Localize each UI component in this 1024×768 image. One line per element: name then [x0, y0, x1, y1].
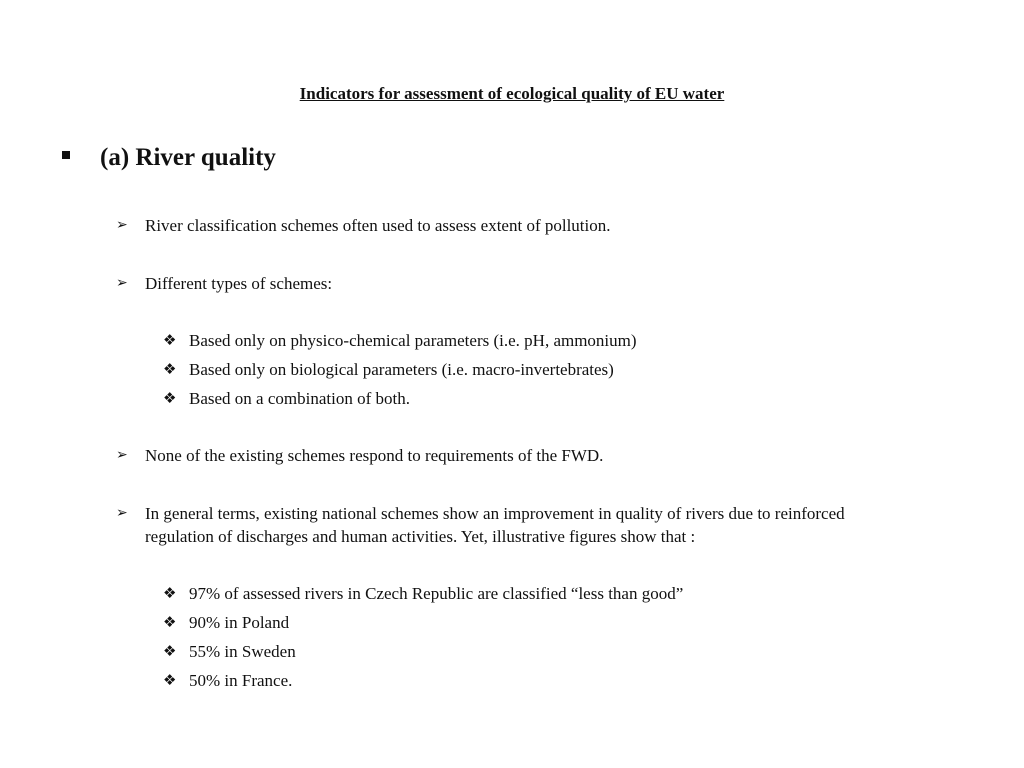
bullet-text: In general terms, existing national schemes show an improvement in quality of rivers due to reinforced regulation of discharges and human activities. Yet, illustrative figures show that :: [145, 504, 845, 546]
sub-bullet-item: [163, 640, 296, 663]
sub-bullet-text: Based only on biological parameters (i.e. macro-invertebrates): [189, 360, 614, 379]
square-bullet-icon: [62, 151, 70, 159]
diamond-bullet-icon: ❖: [163, 389, 177, 407]
bullet-item: [116, 444, 896, 467]
sub-bullet-item: [163, 611, 289, 634]
arrow-bullet-icon: ➢: [116, 447, 128, 463]
bullet-item: [116, 214, 896, 237]
sub-bullet-item: [163, 582, 683, 605]
sub-bullet-text: Based only on physico-chemical parameters (i.e. pH, ammonium): [189, 331, 637, 350]
sub-bullet-item: [163, 358, 614, 381]
bullet-text: None of the existing schemes respond to requirements of the FWD.: [145, 446, 604, 465]
sub-bullet-text: 55% in Sweden: [189, 642, 296, 661]
slide-title: Indicators for assessment of ecological quality of EU water: [299, 84, 725, 103]
bullet-item: [116, 502, 896, 548]
sub-bullet-item: [163, 387, 410, 410]
sub-bullet-text: 50% in France.: [189, 671, 293, 690]
sub-bullet-text: 90% in Poland: [189, 613, 290, 632]
sub-bullet-text: Based on a combination of both.: [189, 389, 410, 408]
bullet-text: Different types of schemes:: [145, 274, 333, 293]
bullet-text: River classification schemes often used to assess extent of pollution.: [145, 216, 611, 235]
diamond-bullet-icon: ❖: [163, 331, 177, 349]
diamond-bullet-icon: ❖: [163, 584, 177, 602]
sub-bullet-item: [163, 669, 292, 692]
sub-bullet-item: [163, 329, 637, 352]
arrow-bullet-icon: ➢: [116, 275, 128, 291]
diamond-bullet-icon: ❖: [163, 360, 177, 378]
sub-bullet-text: 97% of assessed rivers in Czech Republic are classified “less than good”: [189, 584, 684, 603]
diamond-bullet-icon: ❖: [163, 642, 177, 660]
arrow-bullet-icon: ➢: [116, 505, 128, 521]
diamond-bullet-icon: ❖: [163, 671, 177, 689]
heading-row: [62, 144, 276, 172]
arrow-bullet-icon: ➢: [116, 217, 128, 233]
bullet-item: [116, 272, 896, 295]
section-heading: (a) River quality: [100, 144, 276, 171]
diamond-bullet-icon: ❖: [163, 613, 177, 631]
